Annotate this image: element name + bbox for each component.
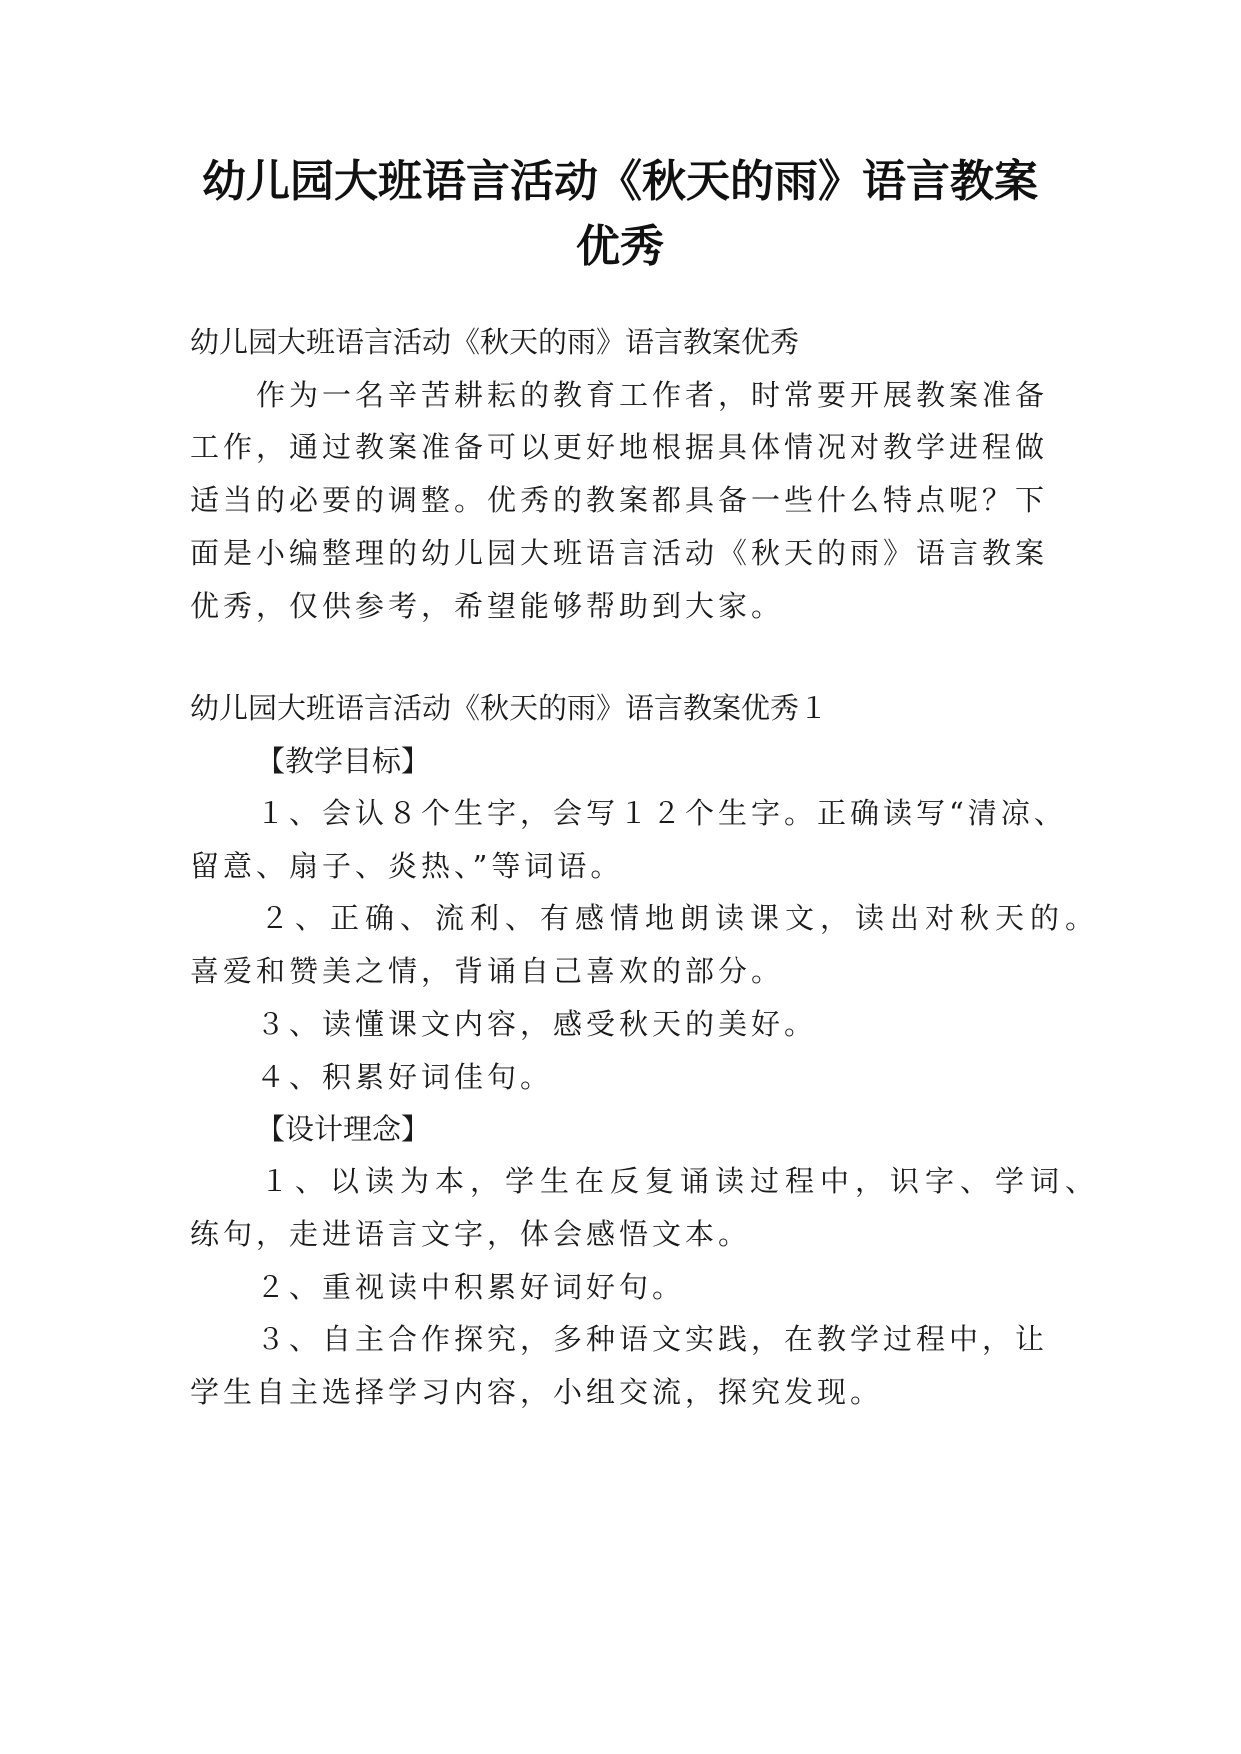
intro-line-3: 适当的必要的调整。优秀的教案都具备一些什么特点呢？下 xyxy=(190,483,1049,517)
document-title-line-1: 幼儿园大班语言活动《秋天的雨》语言教案 xyxy=(202,156,1038,207)
document-subtitle: 幼儿园大班语言活动《秋天的雨》语言教案优秀 xyxy=(190,325,800,359)
document-title-line-2: 优秀 xyxy=(576,221,664,272)
goal-2-line-2: 喜爱和赞美之情，背诵自己喜欢的部分。 xyxy=(190,954,785,988)
intro-line-2: 工作，通过教案准备可以更好地根据具体情况对教学进程做 xyxy=(190,430,1049,464)
intro-line-4: 面是小编整理的幼儿园大班语言活动《秋天的雨》语言教案 xyxy=(190,536,1049,570)
intro-line-1: 作为一名辛苦耕耘的教育工作者，时常要开展教案准备 xyxy=(256,378,1049,412)
goal-1-line-1: １、会认８个生字，会写１２个生字。正确读写“清凉、 xyxy=(256,796,1067,830)
design-3-line-1: ３、自主合作探究，多种语文实践，在教学过程中，让 xyxy=(256,1322,1049,1356)
section-title: 幼儿园大班语言活动《秋天的雨》语言教案优秀１ xyxy=(190,691,829,725)
design-1-line-2: 练句，走进语言文字，体会感悟文本。 xyxy=(190,1217,752,1251)
goal-2-line-1: ２、正确、流利、有感情地朗读课文，读出对秋天的。 xyxy=(260,901,1101,935)
goal-4: ４、积累好词佳句。 xyxy=(256,1060,554,1094)
goal-3: ３、读懂课文内容，感受秋天的美好。 xyxy=(256,1007,818,1041)
teaching-goals-heading: 【教学目标】 xyxy=(256,744,431,778)
design-concept-heading: 【设计理念】 xyxy=(256,1112,431,1146)
design-1-line-1: １、以读为本，学生在反复诵读过程中，识字、学词、 xyxy=(260,1164,1101,1198)
design-2: ２、重视读中积累好词好句。 xyxy=(256,1270,686,1304)
goal-1-line-2: 留意、扇子、炎热、”等词语。 xyxy=(190,849,624,883)
intro-line-5: 优秀，仅供参考，希望能够帮助到大家。 xyxy=(190,589,785,623)
design-3-line-2: 学生自主选择学习内容，小组交流，探究发现。 xyxy=(190,1375,884,1409)
